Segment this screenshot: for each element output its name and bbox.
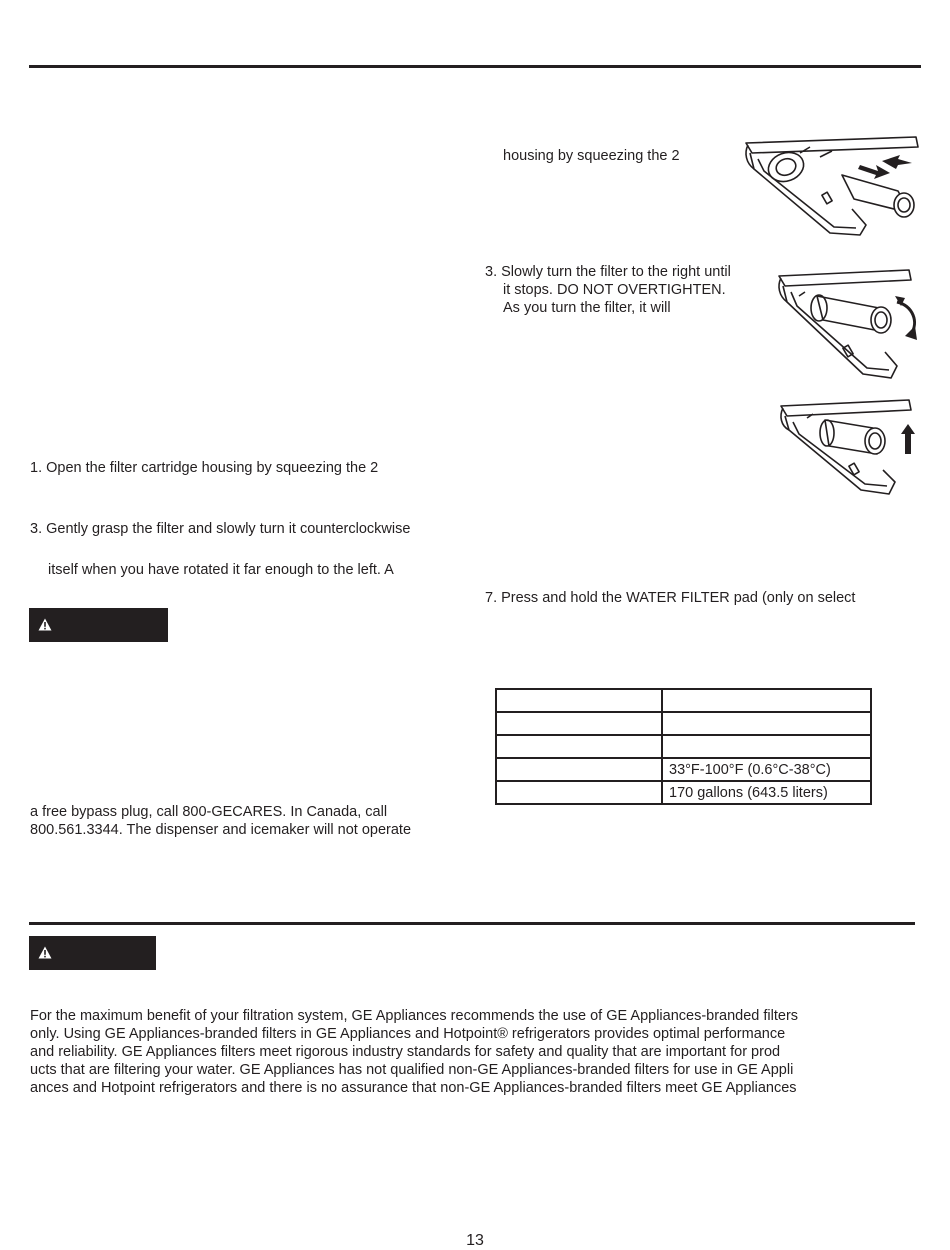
paragraph-line: For the maximum benefit of your filtration system, GE Appliances recommends the use of GE Appliances-branded filters — [30, 1008, 799, 1024]
table-row — [496, 712, 871, 735]
warning-triangle-icon — [38, 946, 52, 959]
paragraph-line: and reliability. GE Appliances filters meet rigorous industry standards for safety and quality that are important for prod — [30, 1044, 781, 1060]
step2-text: housing by squeezing the 2 — [503, 148, 680, 164]
table-cell — [662, 712, 871, 735]
bypass-line-1: a free bypass plug, call 800-GECARES. In Canada, call — [30, 804, 388, 820]
warning-banner — [29, 608, 168, 642]
left-step1-text: 1. Open the filter cartridge housing by squeezing the 2 — [30, 460, 379, 476]
filter-housing-insert-figure — [740, 133, 922, 237]
table-row — [496, 735, 871, 758]
paragraph-line: ances and Hotpoint refrigerators and there is no assurance that non-GE Appliances-branded filters meet GE Appliances — [30, 1080, 797, 1096]
step7-text: 7. Press and hold the WATER FILTER pad (only on select — [485, 590, 856, 606]
table-cell — [496, 712, 662, 735]
step3-line-3: As you turn the filter, it will — [503, 300, 671, 316]
left-step3-continuation: itself when you have rotated it far enough to the left. A — [48, 562, 394, 578]
bypass-line-2: 800.561.3344. The dispenser and icemaker will not operate — [30, 822, 412, 838]
table-row — [496, 781, 871, 804]
table-cell — [496, 735, 662, 758]
paragraph-line: ucts that are filtering your water. GE Appliances has not qualified non-GE Appliances-branded filters for use in GE Appli — [30, 1062, 794, 1078]
step3-line-2: it stops. DO NOT OVERTIGHTEN. — [503, 282, 726, 298]
filter-housing-close-figure — [777, 398, 921, 498]
table-row — [496, 689, 871, 712]
table-cell — [496, 689, 662, 712]
table-cell — [662, 735, 871, 758]
table-cell: 33°F-100°F (0.6°C-38°C) — [662, 758, 871, 781]
filter-housing-turn-figure — [775, 266, 921, 382]
paragraph-line: only. Using GE Appliances-branded filters in GE Appliances and Hotpoint® refrigerators provides optimal performance — [30, 1026, 786, 1042]
table-cell — [496, 758, 662, 781]
recommendation-paragraph — [30, 1007, 915, 1097]
warning-triangle-icon — [38, 618, 52, 631]
table-cell — [662, 689, 871, 712]
top-rule — [29, 65, 921, 68]
section-rule — [29, 922, 915, 925]
table-cell — [496, 781, 662, 804]
page-number: 13 — [466, 1232, 484, 1249]
table-cell: 170 gallons (643.5 liters) — [662, 781, 871, 804]
table-row — [496, 758, 871, 781]
filter-specs-table — [495, 688, 872, 805]
step3-line-1: 3. Slowly turn the filter to the right until — [485, 264, 731, 280]
warning-banner-2 — [29, 936, 156, 970]
left-step3-text: 3. Gently grasp the filter and slowly turn it counterclockwise — [30, 521, 411, 537]
